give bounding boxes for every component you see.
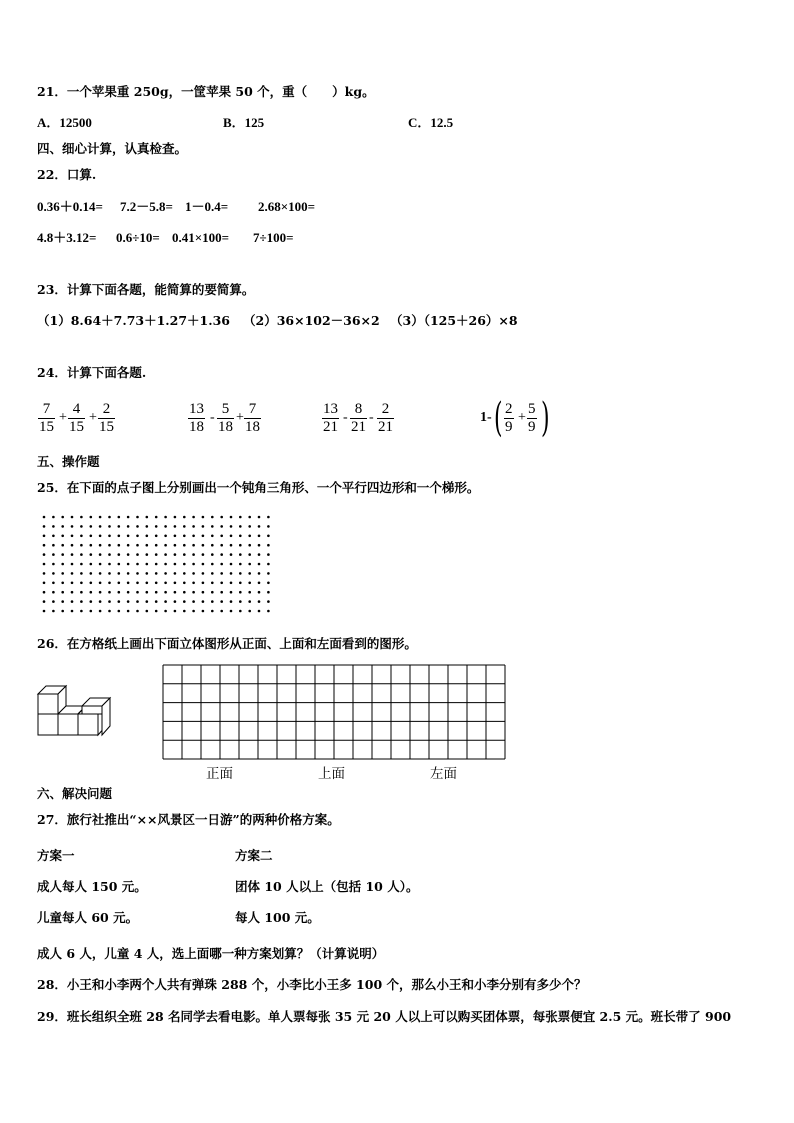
q22-item: 0.36＋0.14= (37, 199, 103, 214)
section5-heading: 五、操作题 (37, 454, 100, 469)
plan1-name: 方案一 (37, 848, 75, 863)
section6-heading: 六、解决问题 (37, 786, 113, 801)
plan1-line1: 成人每人 150 元。 (37, 879, 147, 894)
fraction: 13 21 (323, 401, 338, 435)
fraction: 2 21 (378, 401, 393, 435)
q24-title: 24．计算下面各题. (37, 365, 147, 380)
q27-question: 成人 6 人，儿童 4 人，选上面哪一种方案划算？（计算说明） (37, 946, 385, 961)
plan1-line2: 儿童每人 60 元。 (37, 910, 139, 925)
plan2-line1: 团体 10 人以上（包括 10 人）。 (235, 879, 419, 894)
q28-text: 28．小王和小李两个人共有弹珠 288 个，小李比小王多 100 个，那么小王和小李分别有多少个？ (37, 977, 587, 992)
q21-option-b[interactable]: B．125 (223, 115, 265, 130)
fraction: 5 18 (218, 401, 233, 435)
section4-heading: 四、细心计算，认真检查。 (37, 141, 188, 156)
q21-option-c[interactable]: C．12.5 (408, 115, 454, 130)
q22-item: 2.68×100= (258, 199, 316, 214)
operator: + (236, 410, 244, 425)
operator: + (518, 410, 526, 425)
top-view-label: 上面 (318, 766, 345, 782)
q22-item: 0.41×100= (172, 230, 230, 245)
q25-title: 25．在下面的点子图上分别画出一个钝角三角形、一个平行四边形和一个梯形。 (37, 480, 480, 495)
left-view-label: 左面 (430, 766, 457, 782)
q22-item: 7.2－5.8= (120, 199, 173, 214)
q26-title: 26．在方格纸上画出下面立体图形从正面、上面和左面看到的图形。 (37, 636, 417, 651)
fraction: 2 9 (505, 401, 513, 435)
plan2-name: 方案二 (235, 848, 273, 863)
q21-option-a[interactable]: A．12500 (37, 115, 92, 130)
plan2-line2: 每人 100 元。 (235, 910, 320, 925)
fraction: 7 15 (39, 401, 54, 435)
q22-item: 4.8＋3.12= (37, 230, 97, 245)
fraction: 5 9 (528, 401, 536, 435)
operator: 1- (480, 410, 492, 425)
operator: + (89, 410, 97, 425)
operator: - (343, 410, 348, 425)
operator: - (210, 410, 215, 425)
q23-title: 23．计算下面各题，能简算的要简算。 (37, 282, 255, 297)
left-paren: ( (494, 395, 503, 441)
q29-text: 29．班长组织全班 28 名同学去看电影。单人票每张 35 元 20 人以上可以购买团体票，每张票便宜 2.5 元。班长带了 900 (37, 1009, 732, 1024)
operator: - (369, 410, 374, 425)
operator: + (59, 410, 67, 425)
fraction: 4 15 (69, 401, 84, 435)
q27-title: 27．旅行社推出“××风景区一日游”的两种价格方案。 (37, 812, 340, 827)
fraction: 7 18 (245, 401, 260, 435)
right-paren: ) (541, 395, 550, 441)
q22-item: 7÷100= (253, 230, 294, 245)
q23-item-2: （2）36×102－36×2 (243, 313, 380, 328)
q23-item-3: （3）（125＋26）×8 (390, 313, 518, 328)
q22-item: 0.6÷10= (116, 230, 160, 245)
fraction: 13 18 (189, 401, 204, 435)
front-view-label: 正面 (206, 766, 233, 782)
q23-item-1: （1）8.64＋7.73＋1.27＋1.36 (37, 313, 230, 328)
fraction: 2 15 (99, 401, 114, 435)
q21-text: 21．一个苹果重 250g，一筐苹果 50 个，重（ ）kg。 (37, 84, 375, 99)
q22-item: 1－0.4= (185, 199, 229, 214)
fraction: 8 21 (351, 401, 366, 435)
q22-title: 22．口算. (37, 167, 97, 182)
